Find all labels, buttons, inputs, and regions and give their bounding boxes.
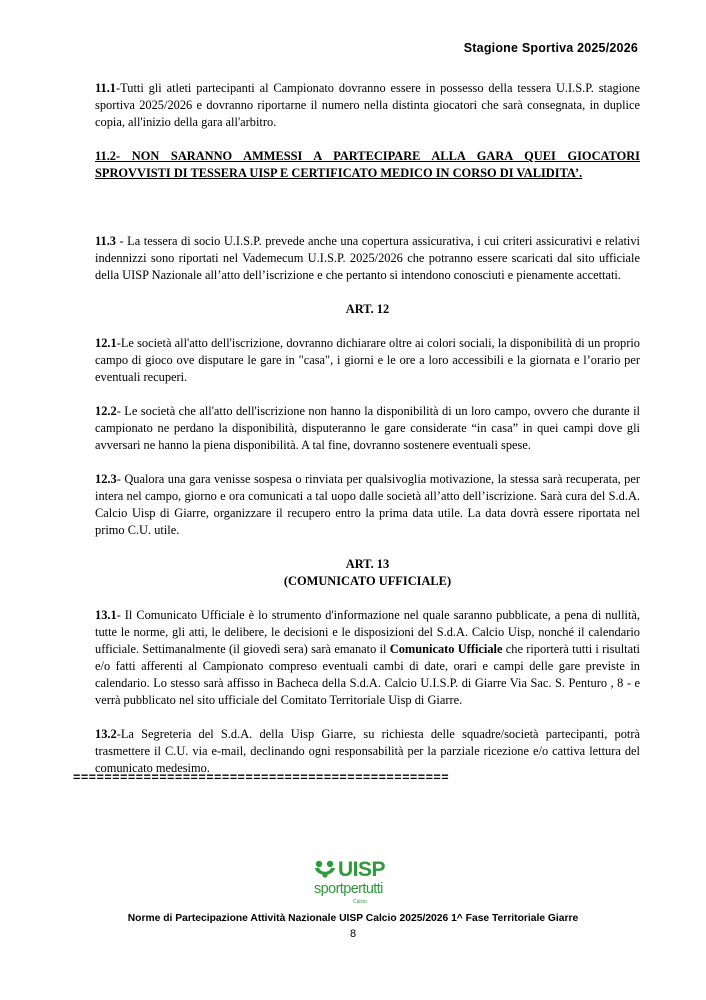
uisp-mark-icon <box>313 859 337 881</box>
text-11-1: -Tutti gli atleti partecipanti al Campionato dovranno essere in possesso della tessera U.I.S.P. stagione sportiva 2025/2026 e dovranno riportarne il numero nella distinta giocatori che sarà consegnata, in duplice copia, all'inizio della gara all'arbitro. <box>95 81 640 129</box>
paragraph-11-1 <box>95 80 640 131</box>
logo-name: UISP <box>338 858 386 881</box>
paragraph-12-3 <box>95 471 640 539</box>
separator-line: ================================================ <box>73 771 450 785</box>
text-13-1a: - Il Comunicato Ufficiale è lo strumento d'informazione nel quale saranno pubblicate, a pena di nullità, tutte le norme, gli atti, le delibere, le decisioni e le disposizioni del S.d.A. Calcio Uisp, nonché il calendario ufficiale. Settimanalmente (il giovedì sera) sarà emanato il <box>95 608 640 656</box>
label-12-3: 12.3 <box>95 472 117 486</box>
logo-tagline: sportpertutti <box>314 881 383 897</box>
paragraph-13-1 <box>95 607 640 709</box>
article-13-subtitle: (COMUNICATO UFFICIALE) <box>283 574 452 588</box>
text-12-2: - Le società che all'atto dell'iscrizione non hanno la disponibilità di un loro campo, ovvero che durante il campionato ne perdano la disponibilità, disputeranno le gare considerate “in casa” in quei campi dove gli avversari ne hanno la piena disponibilità. A tal fine, dovranno sostenere eventuali spese. <box>95 404 640 452</box>
text-13-1b: che riporterà tutti i risultati e/o fatti afferenti al Campionato compreso eventuali cambi di date, orari e campi delle gare previste in calendario. Lo stesso sarà affisso in Bacheca della S.d.A. Calcio U.I.S.P. di Giarre Via Sac. S. Penturo , 8 - e verrà pubblicato nel sito ufficiale del Comitato Territoriale Uisp di Giarre. <box>95 642 641 707</box>
paragraph-13-2 <box>95 726 640 777</box>
article-13-heading: ART. 13 <box>345 557 390 571</box>
label-13-1: 13.1 <box>95 608 117 622</box>
label-13-2: 13.2 <box>95 727 117 741</box>
logo-sub: Calcio <box>353 899 367 905</box>
label-11-3: 11.3 <box>95 234 116 248</box>
uisp-logo <box>313 858 405 908</box>
document-body <box>95 80 640 794</box>
label-11-1: 11.1 <box>95 81 116 95</box>
season-header: Stagione Sportiva 2025/2026 <box>463 41 638 55</box>
label-12-1: 12.1 <box>95 336 117 350</box>
text-12-1: -Le società all'atto dell'iscrizione, dovranno dichiarare oltre ai colori sociali, la disponibilità di un proprio campo di gioco ove disputare le gare in "casa", i giorni e le ore a loro accessibili e la giornata e l’orario per eventuali recuperi. <box>95 336 640 384</box>
page-number: 8 <box>349 928 357 940</box>
paragraph-11-3 <box>95 233 640 284</box>
paragraph-11-2-warning: 11.2- NON SARANNO AMMESSI A PARTECIPARE ALLA GARA QUEI GIOCATORI SPROVVISTI DI TESSERA UISP E CERTIFICATO MEDICO IN CORSO DI VALIDITA’. <box>95 149 640 180</box>
text-12-3: - Qualora una gara venisse sospesa o rinviata per qualsivoglia motivazione, la stessa sarà recuperata, per intera nel campo, giorno e ora comunicati a tal uopo dalle società all’atto dell’iscrizione. Sarà cura del S.d.A. Calcio Uisp di Giarre, organizzare il recupero entro la prima data utile. La data dovrà essere riportata nel primo C.U. utile. <box>95 472 640 537</box>
article-12-heading: ART. 12 <box>345 302 390 316</box>
article-12-title <box>95 301 640 318</box>
text-11-3: - La tessera di socio U.I.S.P. prevede anche una copertura assicurativa, i cui criteri assicurativi e relativi indennizzi sono riportati nel Vademecum U.I.S.P. 2025/2026 che potranno essere scaricati dal sito ufficiale della UISP Nazionale all’atto dell’iscrizione e che pertanto si intendono conosciuti e pienamente accettati. <box>95 234 640 282</box>
text-13-2: -La Segreteria del S.d.A. della Uisp Giarre, su richiesta delle squadre/società partecipanti, potrà trasmettere il C.U. via e-mail, declinando ogni responsabilità per la parziale ricezione e/o cattiva lettura del comunicato medesimo. <box>95 727 640 775</box>
article-13-title <box>95 556 640 590</box>
paragraph-12-2 <box>95 403 640 454</box>
paragraph-12-1 <box>95 335 640 386</box>
text-13-1-bold: Comunicato Ufficiale <box>389 642 503 656</box>
label-12-2: 12.2 <box>95 404 117 418</box>
footer-text: Norme di Partecipazione Attività Nazionale UISP Calcio 2025/2026 1^ Fase Territoriale Giarre <box>127 913 579 924</box>
